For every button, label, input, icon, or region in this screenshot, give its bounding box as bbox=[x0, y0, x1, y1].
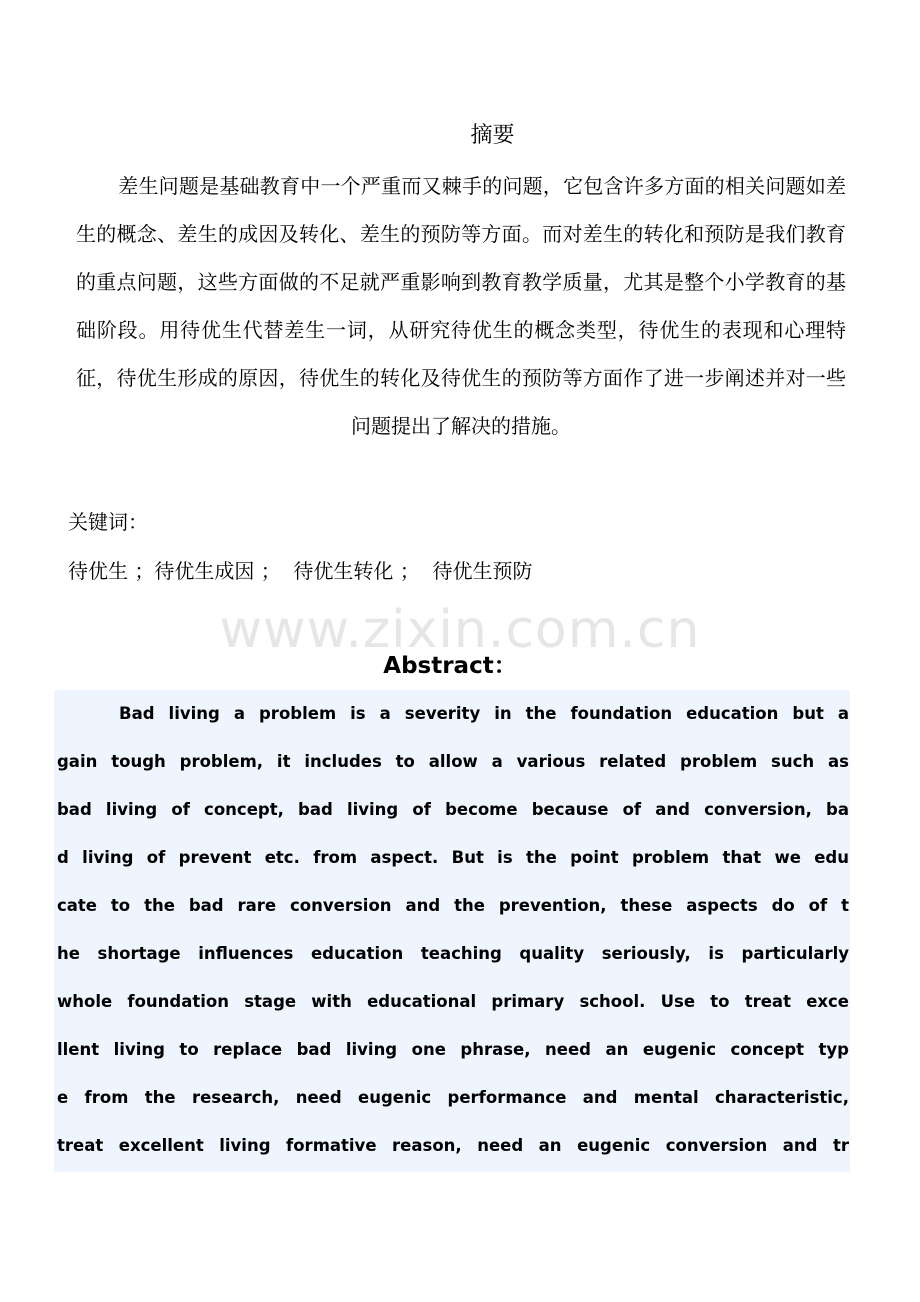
english-abstract-box bbox=[54, 690, 850, 1172]
english-abstract-line: llent living to replace bad living one phrase, need an eugenic concept typ bbox=[57, 1040, 849, 1059]
chinese-abstract-text: 差生问题是基础教育中一个严重而又棘手的问题，它包含许多方面的相关问题如差生的概念、差生的成因及转化、差生的预防等方面。而对差生的转化和预防是我们教育的重点问题，这些方面做的不足就严重影响到教育教学质量，尤其是整个小学教育的基础阶段。用待优生代替差生一词，从研究待优生的概念类型，待优生的表现和心理特征，待优生形成的原因，待优生的转化及待优生的预防等方面作了进一步阐述并对一些问题提出了解决的措施。 bbox=[76, 174, 846, 438]
english-abstract-title: Abstract： bbox=[383, 653, 517, 679]
keywords-list: 待优生 ；待优生成因 ； 待优生转化 ； 待优生预防 bbox=[68, 559, 533, 583]
english-abstract-line: cate to the bad rare conversion and the prevention, these aspects do of t bbox=[57, 896, 849, 915]
english-abstract-line: e from the research, need eugenic performance and mental characteristic, bbox=[57, 1088, 849, 1107]
english-abstract-line: bad living of concept, bad living of become because of and conversion, ba bbox=[57, 800, 849, 819]
english-abstract-line: whole foundation stage with educational primary school. Use to treat exce bbox=[57, 992, 849, 1011]
keywords-label: 关键词： bbox=[68, 510, 148, 534]
chinese-abstract-title: 摘要 bbox=[470, 123, 515, 148]
english-abstract-line: gain tough problem, it includes to allow a various related problem such as bbox=[57, 752, 849, 771]
chinese-abstract-paragraph bbox=[76, 162, 846, 450]
english-abstract-line: d living of prevent etc. from aspect. But is the point problem that we edu bbox=[57, 848, 849, 867]
english-abstract-line: treat excellent living formative reason, need an eugenic conversion and tr bbox=[57, 1136, 849, 1155]
english-abstract-line: he shortage influences education teaching quality seriously, is particularly bbox=[57, 944, 849, 963]
watermark-text: www.zixin.com.cn bbox=[219, 600, 701, 660]
english-abstract-line: Bad living a problem is a severity in the foundation education but a bbox=[119, 704, 849, 723]
